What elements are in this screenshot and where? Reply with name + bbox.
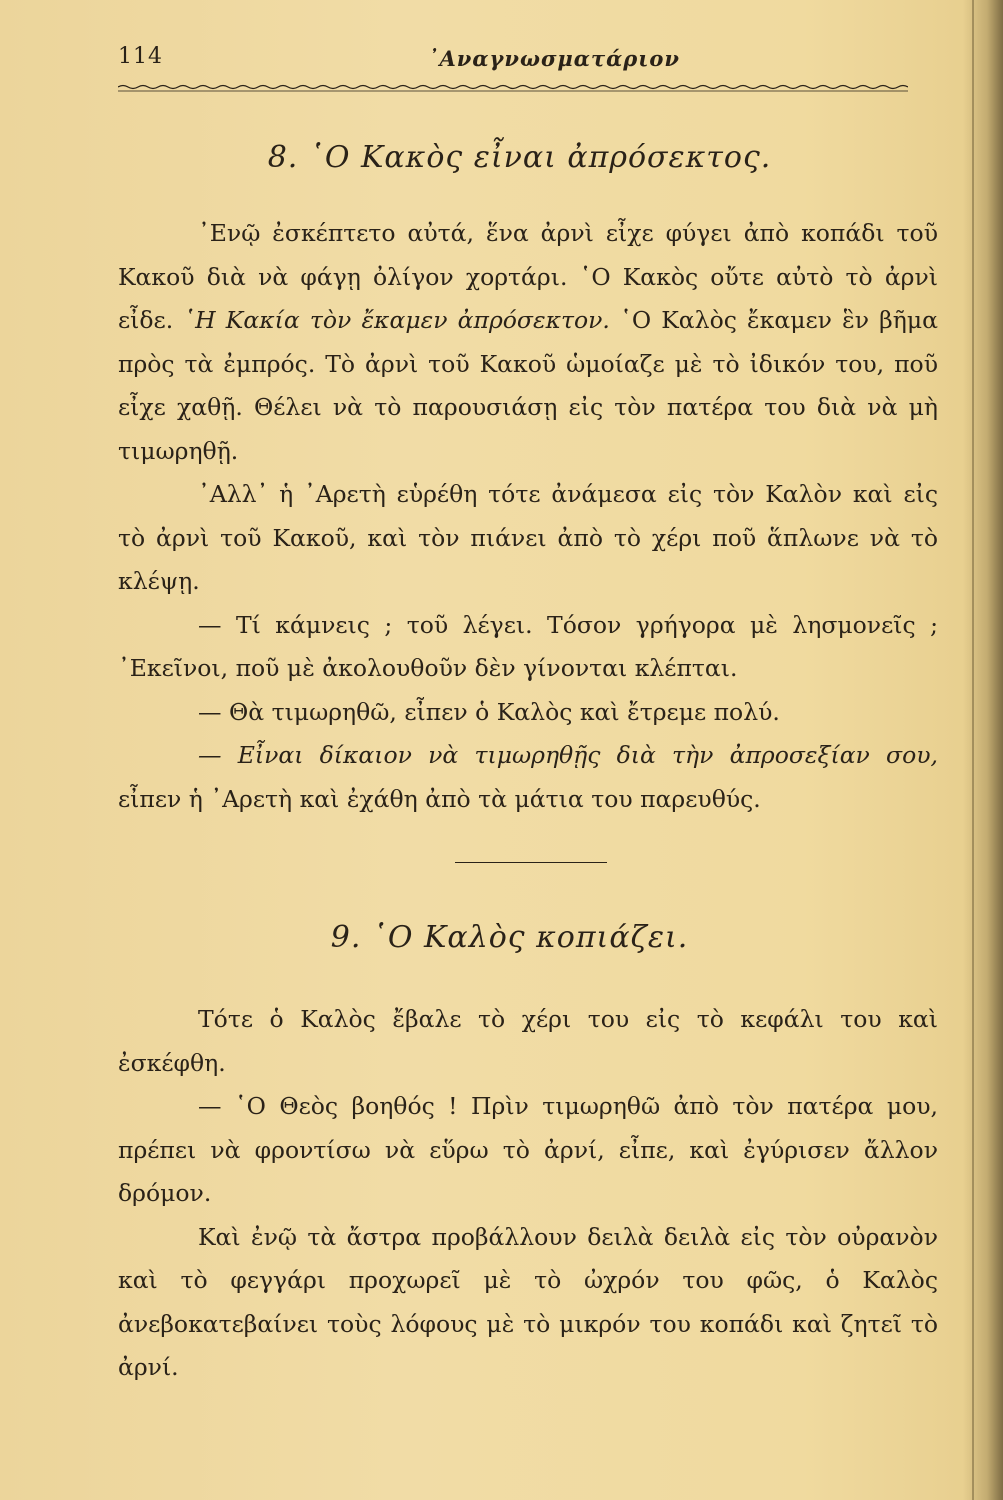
section-9-title: 9. ῾Ο Καλὸς κοπιάζει. [330,920,689,955]
section-8-title: 8. ῾Ο Κακὸς εἶναι ἀπρόσεκτος. [267,140,772,175]
section-8-dialog-1: — Τί κάμνεις ; τοῦ λέγει. Τόσον γρήγορα μὲ λησμονεῖς ; ᾿Εκεῖνοι, ποῦ μὲ ἀκολουθοῦν δὲν γίνονται κλέπται. [118,610,938,682]
section-8-paragraph-2: ᾿Αλλ᾿ ἡ ᾿Αρετὴ εὑρέθη τότε ἀνάμεσα εἰς τὸν Καλὸν καὶ εἰς τὸ ἀρνὶ τοῦ Κακοῦ, καὶ τὸν πιάνει ἀπὸ τὸ χέρι ποῦ ἅπλωνε νὰ τὸ κλέψῃ. [118,480,938,595]
section-8-p1-text: ᾿Ενῷ ἐσκέπτετο αὐτά, ἕνα ἀρνὶ εἶχε φύγει ἀπὸ κοπάδι τοῦ Κακοῦ διὰ νὰ φάγῃ ὀλίγον χορτάρι. ῾Ο Κακὸς οὔτε αὐτὸ τὸ ἀρνὶ εἶδε. [118,219,938,334]
header-wavy-rule [118,84,908,92]
section-8-body [118,212,938,821]
section-8-paragraph-1 [118,212,938,473]
running-title: ᾿Αναγνωσματάριον [428,46,680,71]
page-edge-shadow [963,0,1003,1500]
section-9-body [118,998,938,1390]
section-9-paragraph-1: Τότε ὁ Καλὸς ἔβαλε τὸ χέρι του εἰς τὸ κεφάλι του καὶ ἐσκέφθη. [118,1005,938,1077]
section-8-dialog-3-italic: — Εἶναι δίκαιον νὰ τιμωρηθῇς διὰ τὴν ἀπροσεξίαν σου, [198,741,938,769]
page-number: 114 [118,44,163,69]
section-divider [455,862,607,863]
section-8-dialog-3-rest: εἶπεν ἡ ᾿Αρετὴ καὶ ἐχάθη ἀπὸ τὰ μάτια του παρευθύς. [118,784,761,813]
page-header [118,42,918,82]
section-9-dialog-1: — ῾Ο Θεὸς βοηθός ! Πρὶν τιμωρηθῶ ἀπὸ τὸν πατέρα μου, πρέπει νὰ φροντίσω νὰ εὕρω τὸ ἀρνί, εἶπε, καὶ ἐγύρισεν ἄλλον δρόμον. [118,1092,938,1207]
section-8-p1-rest: ῾Ο Καλὸς ἔκαμεν ἓν βῆμα πρὸς τὰ ἐμπρός. Τὸ ἀρνὶ τοῦ Κακοῦ ὡμοίαζε μὲ τὸ ἰδικόν του, ποῦ εἶχε χαθῇ. Θέλει νὰ τὸ παρουσιάσῃ εἰς τὸν πατέρα του διὰ νὰ μὴ τιμωρηθῇ. [118,306,938,465]
section-8-p1-italic: ῾Η Κακία τὸν ἔκαμεν ἀπρόσεκτον. [183,306,610,334]
section-9-paragraph-2: Καὶ ἐνῷ τὰ ἄστρα προβάλλουν δειλὰ δειλὰ εἰς τὸν οὐρανὸν καὶ τὸ φεγγάρι προχωρεῖ μὲ τὸ ὠχρόν του φῶς, ὁ Καλὸς ἀνεβοκατεβαίνει τοὺς λόφους μὲ τὸ μικρόν του κοπάδι καὶ ζητεῖ τὸ ἀρνί. [118,1222,938,1381]
section-8-dialog-3 [118,734,938,821]
section-8-dialog-2: — Θὰ τιμωρηθῶ, εἶπεν ὁ Καλὸς καὶ ἔτρεμε πολύ. [198,697,780,726]
